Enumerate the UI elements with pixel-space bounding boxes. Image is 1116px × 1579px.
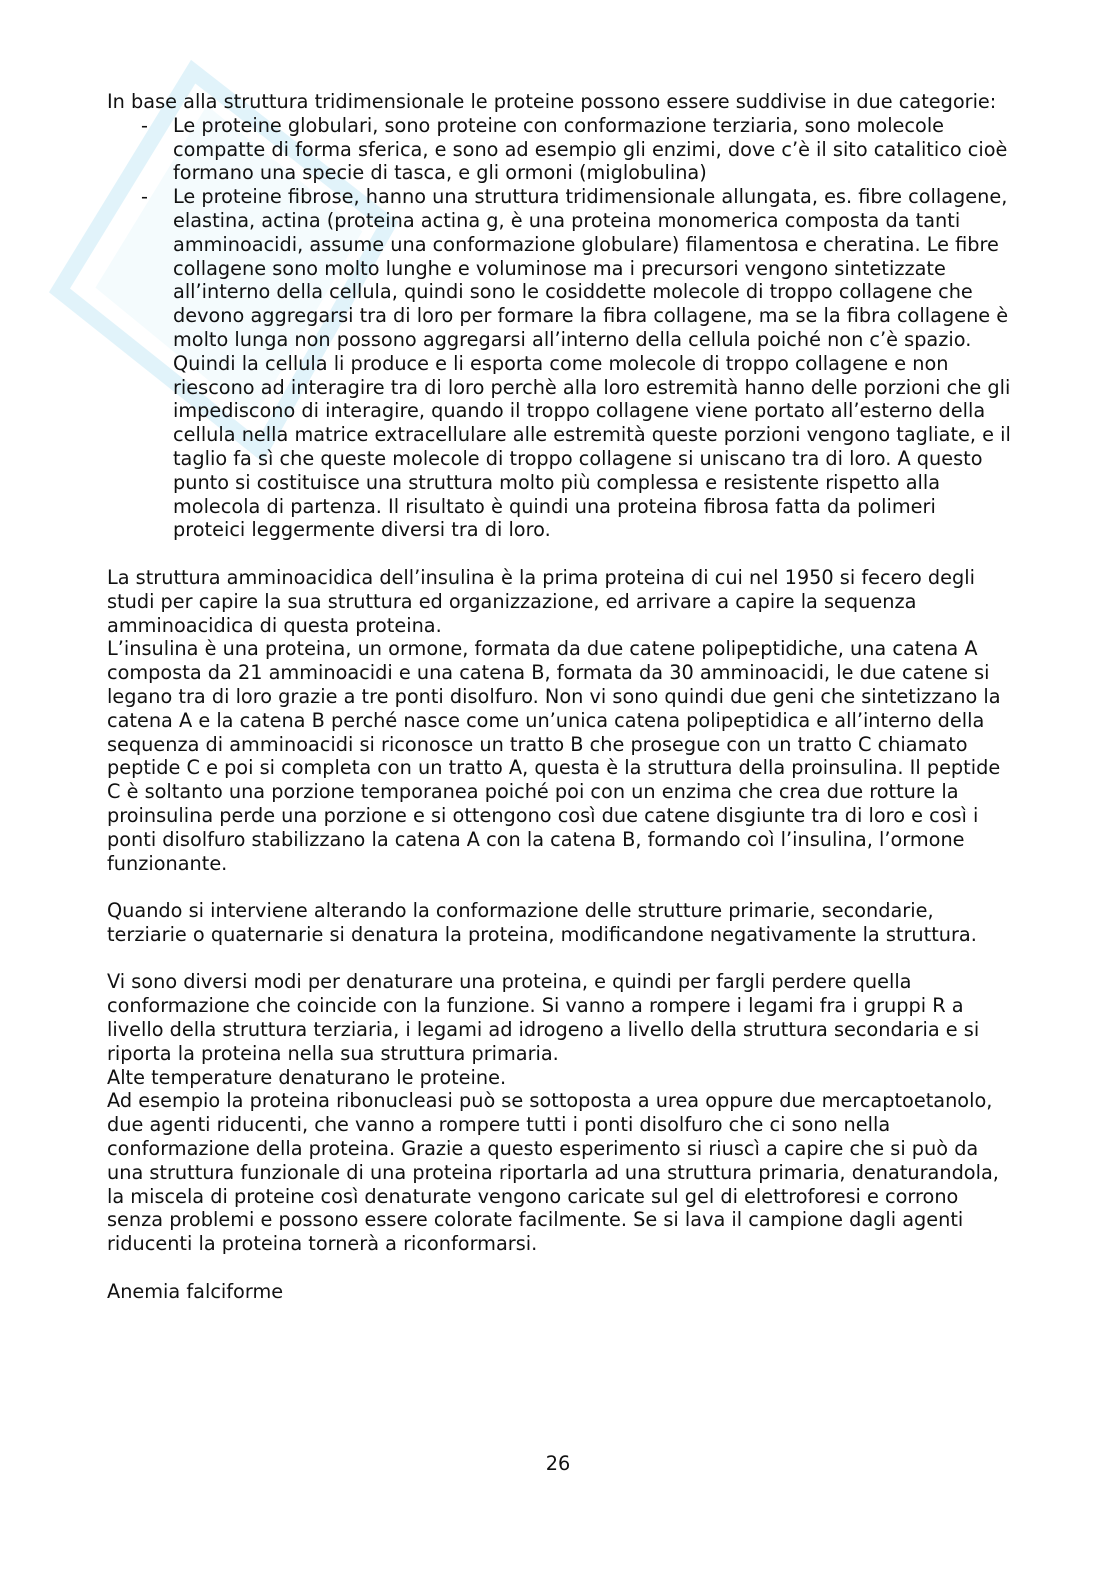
list-item-fibrous: - Le proteine fibrose, hanno una struttura tridimensionale allungata, es. fibre collagene, elastina, actina (proteina actina g, è una proteina monomerica composta da tanti amminoacidi, assume una conformazione globulare) filamentosa e cheratina. Le fibre collagene sono molto lunghe e voluminose ma i precursori vengono sintetizzate all’interno della cellula, quindi sono le cosiddette molecole di troppo collagene che devono aggregarsi tra di loro per formare la fibra collagene, ma se la fibra collagene è molto lunga non possono aggregarsi all’interno della cellula poiché non c’è spazio. Quindi la cellula li produce e li esporta come molecole di troppo collagene e non riescono ad interagire tra di loro perchè alla loro estremità hanno delle porzioni che gli impediscono di interagire, quando il troppo collagene viene portato all’esterno della cellula nella matrice extracellulare alle estremità queste porzioni vengono tagliate, e il taglio fa sì che queste molecole di troppo collagene si uniscano tra di loro. A questo punto si costituisce una struttura molto più complessa e resistente rispetto alla molecola di partenza. Il risultato è quindi una proteina fibrosa fatta da polimeri proteici leggermente diversi tra di loro.: [173, 185, 1012, 542]
insulin-paragraph-2: L’insulina è una proteina, un ormone, formata da due catene polipeptidiche, una catena A composta da 21 amminoacidi e una catena B, formata da 30 amminoacidi, le due catene si legano tra di loro grazie a tre ponti disolfuro. Non vi sono quindi due geni che sintetizzano la catena A e la catena B perché nasce come un’unica catena polipeptidica e all’interno della sequenza di amminoacidi si riconosce un tratto B che prosegue con un tratto C chiamato peptide C e poi si completa con un tratto A, questa è la struttura della proinsulina. Il peptide C è soltanto una porzione temporanea poiché poi con un enzima che crea due rotture la proinsulina perde una porzione e si ottengono così due catene disgiunte tra di loro e così i ponti disolfuro stabilizzano la catena A con la catena B, formando coì l’insulina, l’ormone funzionante.: [107, 637, 1001, 875]
paragraph-spacer: [107, 1256, 1012, 1280]
intro-paragraph: In base alla struttura tridimensionale le proteine possono essere suddivise in due categorie:: [107, 90, 997, 113]
paragraph-spacer: [107, 947, 1012, 971]
temperature-line: Alte temperature denaturano le proteine.: [107, 1065, 507, 1089]
paragraph-spacer: [107, 875, 1012, 899]
next-section-heading: Anemia falciforme: [107, 1279, 284, 1303]
methods-paragraph: Vi sono diversi modi per denaturare una proteina, e quindi per fargli perdere quella conformazione che coincide con la funzione. Si vanno a rompere i legami fra i gruppi R a livello della struttura terziaria, i legami ad idrogeno a livello della struttura secondaria e si riporta la proteina nella sua struttura primaria.: [107, 970, 980, 1065]
denaturation-paragraph: Quando si interviene alterando la conformazione delle strutture primarie, secondarie, terziarie o quaternarie si denatura la proteina, modificandone negativamente la struttura.: [107, 899, 977, 946]
ribonuclease-paragraph: Ad esempio la proteina ribonucleasi può se sottoposta a urea oppure due mercaptoetanolo, due agenti riducenti, che vanno a rompere tutti i ponti disolfuro che ci sono nella conformazione della proteina. Grazie a questo esperimento si riuscì a capire che si può da una struttura funzionale di una proteina riportarla ad una struttura primaria, denaturandola, la miscela di proteine così denaturate vengono caricate sul gel di elettroforesi e corrono senza problemi e possono essere colorate facilmente. Se si lava il campione dagli agenti riducenti la proteina tornerà a riconformarsi.: [107, 1089, 999, 1256]
list-item-globular: - Le proteine globulari, sono proteine con conformazione terziaria, sono molecole compatte di forma sferica, e sono ad esempio gli enzimi, dove c’è il sito catalitico cioè formano una specie di tasca, e gli ormoni (miglobulina): [173, 114, 1012, 185]
paragraph-spacer: [107, 542, 1012, 566]
insulin-paragraph-1: La struttura amminoacidica dell’insulina è la prima proteina di cui nel 1950 si fecero degli studi per capire la sua struttura ed organizzazione, ed arrivare a capire la sequenza amminoacidica di questa proteina.: [107, 565, 975, 637]
page-number: 26: [545, 1452, 571, 1475]
document-page: [107, 90, 1012, 1304]
protein-category-list: [107, 114, 1012, 542]
